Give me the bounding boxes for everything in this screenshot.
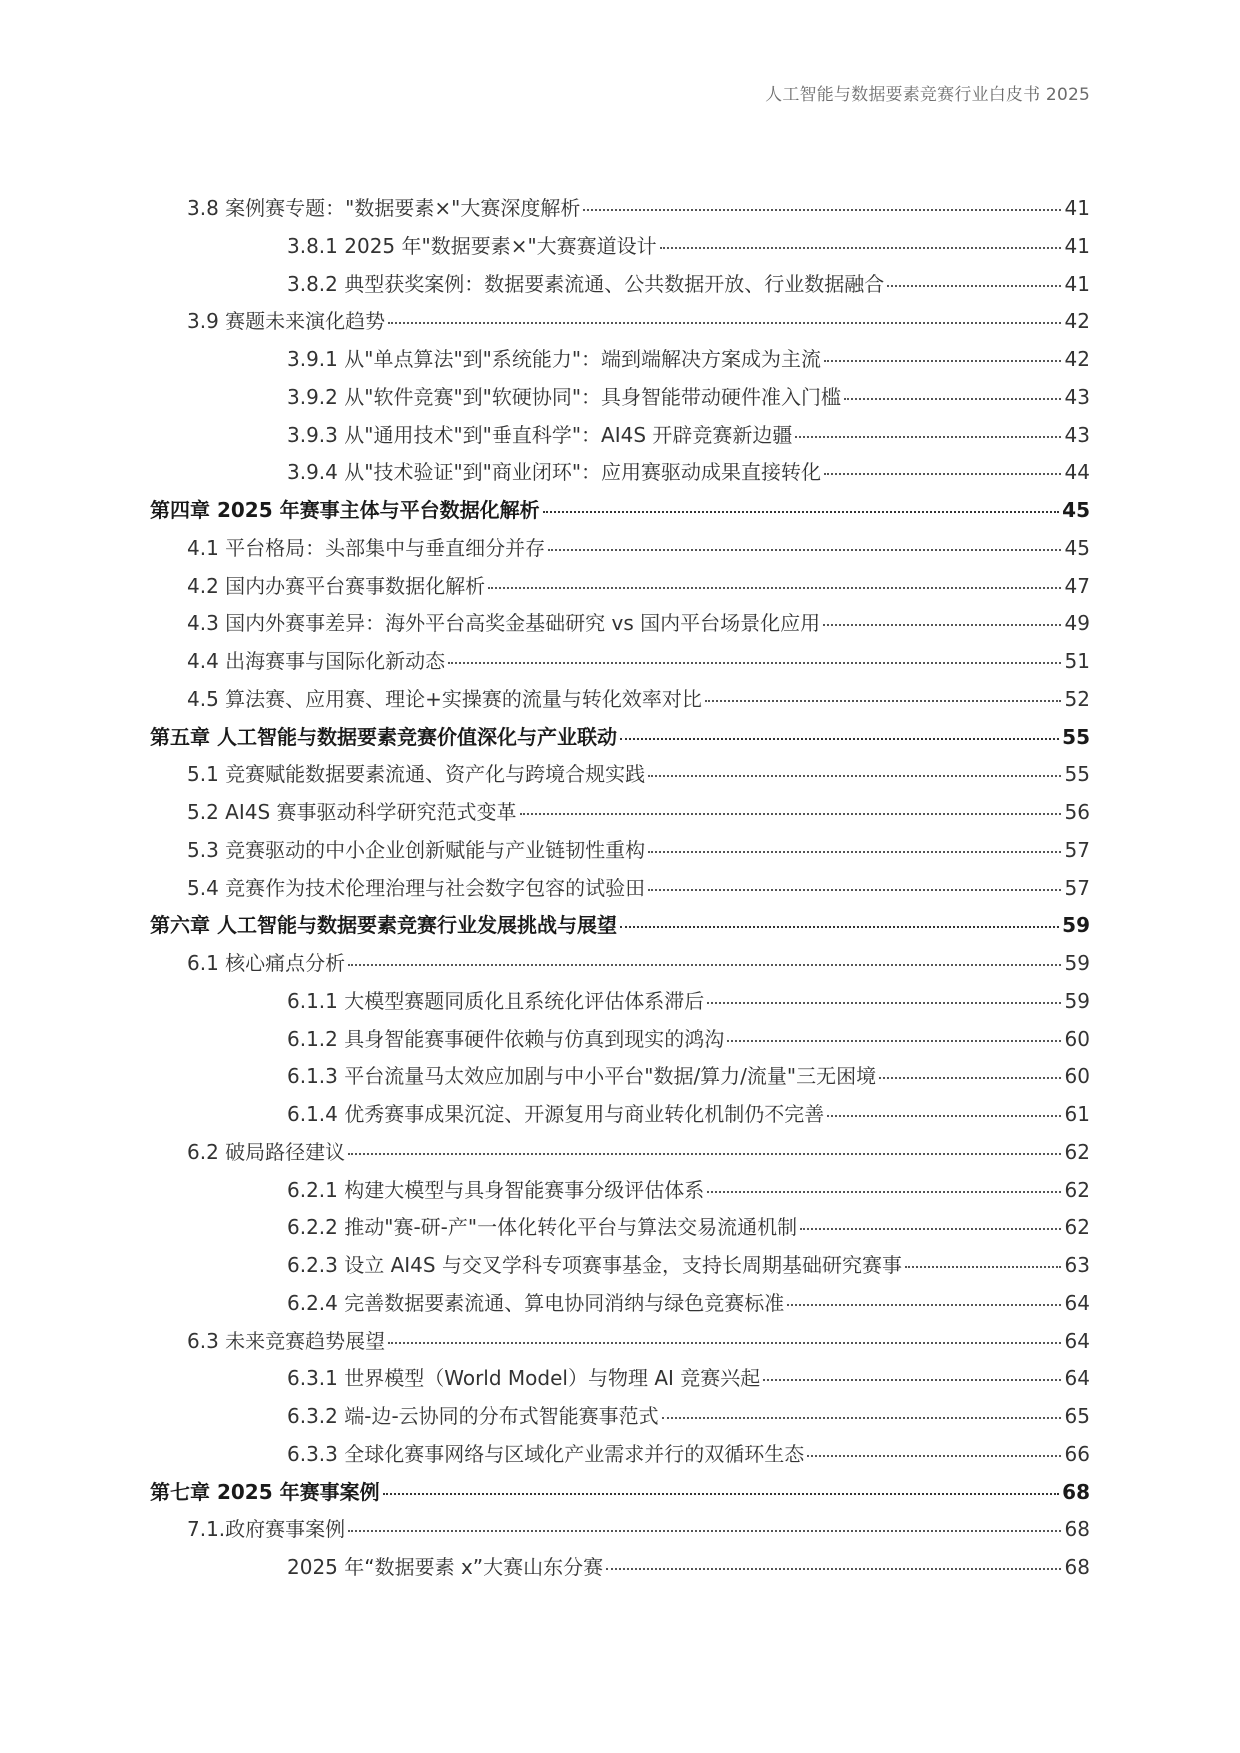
toc-entry-title: 3.9.1 从"单点算法"到"系统能力"：端到端解决方案成为主流 [287,347,822,371]
toc-dot-leader [348,964,1061,966]
toc-dot-leader [800,1228,1061,1230]
toc-entry-title: 6.1.1 大模型赛题同质化且系统化评估体系滞后 [287,988,705,1013]
toc-page-number: 61 [1064,1102,1090,1126]
toc-page-number: 66 [1064,1441,1090,1466]
toc-dot-leader [707,1002,1061,1004]
toc-page-number: 43 [1064,422,1090,447]
toc-section-entry[interactable] [150,796,1090,834]
toc-page-number: 64 [1064,1290,1090,1315]
toc-dot-leader [383,1493,1060,1495]
toc-section-entry[interactable] [150,532,1090,570]
toc-entry-title: 6.3.2 端-边-云协同的分布式智能赛事范式 [287,1404,659,1428]
toc-entry-title: 6.1.3 平台流量马太效应加剧与中小平台"数据/算力/流量"三无困境 [287,1064,877,1089]
toc-dot-leader [620,738,1059,740]
toc-subsection-entry[interactable] [150,343,1090,381]
toc-dot-leader [824,473,1061,475]
toc-page-number: 60 [1064,1026,1090,1051]
toc-entry-title: 5.2 AI4S 赛事驱动科学研究范式变革 [187,800,517,824]
toc-subsection-entry[interactable] [150,230,1090,268]
toc-entry-title: 第四章 2025 年赛事主体与平台数据化解析 [150,498,540,522]
toc-subsection-entry[interactable] [150,1211,1090,1249]
toc-page-number: 65 [1064,1404,1090,1428]
toc-entry-title: 6.3 未来竞赛趋势展望 [187,1328,386,1353]
toc-dot-leader [348,1530,1061,1532]
toc-section-entry[interactable] [150,607,1090,645]
toc-dot-leader [548,549,1061,551]
toc-dot-leader [823,624,1061,626]
toc-chapter-entry[interactable] [150,909,1090,947]
toc-entry-title: 5.1 竞赛赋能数据要素流通、资产化与跨境合规实践 [187,762,646,787]
toc-subsection-entry[interactable] [150,1287,1090,1325]
toc-dot-leader [807,1455,1061,1457]
toc-page-number: 49 [1064,611,1090,636]
toc-page-number: 59 [1064,951,1090,975]
toc-entry-title: 4.1 平台格局：头部集中与垂直细分并存 [187,535,546,560]
toc-subsection-entry[interactable] [150,1438,1090,1476]
toc-subsection-entry[interactable] [150,1551,1090,1589]
toc-entry-title: 3.9.3 从"通用技术"到"垂直科学"：AI4S 开辟竞赛新边疆 [287,422,793,447]
toc-entry-title: 6.2.4 完善数据要素流通、算电协同消纳与绿色竞赛标准 [287,1290,785,1315]
toc-entry-title: 3.9 赛题未来演化趋势 [187,309,386,334]
running-header: 人工智能与数据要素竞赛行业白皮书 2025 [765,85,1090,105]
toc-entry-title: 2025 年“数据要素 x”大赛山东分赛 [287,1555,604,1579]
toc-dot-leader [705,700,1061,702]
toc-subsection-entry[interactable] [150,268,1090,306]
table-of-contents [150,192,1090,1589]
toc-subsection-entry[interactable] [150,985,1090,1023]
toc-entry-title: 4.3 国内外赛事差异：海外平台高奖金基础研究 vs 国内平台场景化应用 [187,611,821,636]
toc-dot-leader [662,1417,1061,1419]
toc-page-number: 45 [1062,498,1090,522]
toc-page-number: 59 [1062,913,1090,938]
toc-page-number: 64 [1064,1328,1090,1353]
toc-page-number: 60 [1064,1064,1090,1089]
toc-entry-title: 3.9.2 从"软件竞赛"到"软硬协同"：具身智能带动硬件准入门槛 [287,384,842,409]
toc-section-entry[interactable] [150,1513,1090,1551]
toc-section-entry[interactable] [150,834,1090,872]
toc-page-number: 62 [1064,1215,1090,1240]
toc-page-number: 68 [1062,1479,1090,1504]
toc-dot-leader [620,926,1059,928]
toc-dot-leader [388,1342,1061,1344]
toc-chapter-entry[interactable] [150,721,1090,759]
toc-page-number: 63 [1064,1253,1090,1277]
toc-page-number: 68 [1064,1555,1090,1579]
toc-subsection-entry[interactable] [150,456,1090,494]
toc-entry-title: 4.5 算法赛、应用赛、理论+实操赛的流量与转化效率对比 [187,686,702,711]
toc-chapter-entry[interactable] [150,494,1090,532]
toc-dot-leader [887,285,1061,287]
toc-subsection-entry[interactable] [150,381,1090,419]
toc-entry-title: 6.1.2 具身智能赛事硬件依赖与仿真到现实的鸿沟 [287,1026,725,1051]
toc-page-number: 43 [1064,384,1090,409]
toc-dot-leader [795,436,1061,438]
toc-entry-title: 6.3.3 全球化赛事网络与区域化产业需求并行的双循环生态 [287,1441,805,1466]
toc-dot-leader [827,1115,1061,1117]
toc-subsection-entry[interactable] [150,1060,1090,1098]
toc-page-number: 41 [1064,271,1090,296]
toc-page-number: 55 [1064,762,1090,787]
toc-section-entry[interactable] [150,1136,1090,1174]
toc-dot-leader [844,398,1061,400]
toc-subsection-entry[interactable] [150,419,1090,457]
toc-dot-leader [348,1153,1061,1155]
toc-page-number: 52 [1064,686,1090,711]
toc-subsection-entry[interactable] [150,1400,1090,1438]
toc-subsection-entry[interactable] [150,1174,1090,1212]
toc-section-entry[interactable] [150,645,1090,683]
toc-entry-title: 6.2.2 推动"赛-研-产"一体化转化平台与算法交易流通机制 [287,1215,798,1240]
toc-dot-leader [606,1568,1061,1570]
toc-page-number: 57 [1064,837,1090,862]
toc-section-entry[interactable] [150,872,1090,910]
toc-dot-leader [648,851,1061,853]
toc-entry-title: 5.3 竞赛驱动的中小企业创新赋能与产业链韧性重构 [187,837,646,862]
toc-subsection-entry[interactable] [150,1023,1090,1061]
toc-dot-leader [488,587,1061,589]
toc-entry-title: 6.2.1 构建大模型与具身智能赛事分级评估体系 [287,1177,705,1202]
toc-dot-leader [763,1379,1061,1381]
toc-dot-leader [583,209,1061,211]
toc-subsection-entry[interactable] [150,1098,1090,1136]
toc-section-entry[interactable] [150,1325,1090,1363]
toc-entry-title: 第五章 人工智能与数据要素竞赛价值深化与产业联动 [150,724,617,749]
toc-page-number: 42 [1064,309,1090,334]
toc-page-number: 45 [1064,535,1090,560]
toc-entry-title: 5.4 竞赛作为技术伦理治理与社会数字包容的试验田 [187,875,646,900]
toc-entry-title: 3.9.4 从"技术验证"到"商业闭环"：应用赛驱动成果直接转化 [287,460,822,485]
toc-page-number: 59 [1064,988,1090,1013]
toc-entry-title: 第七章 2025 年赛事案例 [150,1479,380,1504]
toc-entry-title: 3.8.1 2025 年"数据要素×"大赛赛道设计 [287,233,657,258]
toc-subsection-entry[interactable] [150,1249,1090,1287]
toc-dot-leader [660,247,1061,249]
toc-subsection-entry[interactable] [150,1362,1090,1400]
toc-page-number: 44 [1064,460,1090,485]
toc-page-number: 42 [1064,347,1090,371]
toc-dot-leader [727,1040,1061,1042]
toc-section-entry[interactable] [150,570,1090,608]
toc-dot-leader [648,775,1061,777]
toc-entry-title: 3.8 案例赛专题："数据要素×"大赛深度解析 [187,196,581,220]
toc-chapter-entry[interactable] [150,1476,1090,1514]
toc-entry-title: 3.8.2 典型获奖案例：数据要素流通、公共数据开放、行业数据融合 [287,271,885,296]
toc-section-entry[interactable] [150,758,1090,796]
toc-page-number: 68 [1064,1517,1090,1542]
toc-entry-title: 4.2 国内办赛平台赛事数据化解析 [187,573,486,598]
toc-section-entry[interactable] [150,192,1090,230]
toc-dot-leader [824,360,1061,362]
toc-dot-leader [787,1304,1061,1306]
toc-section-entry[interactable] [150,947,1090,985]
toc-dot-leader [520,813,1061,815]
toc-entry-title: 7.1.政府赛事案例 [187,1517,346,1542]
toc-dot-leader [879,1077,1061,1079]
toc-page-number: 62 [1064,1177,1090,1202]
toc-entry-title: 4.4 出海赛事与国际化新动态 [187,649,446,673]
toc-dot-leader [707,1191,1061,1193]
toc-entry-title: 6.1 核心痛点分析 [187,951,346,975]
toc-entry-title: 第六章 人工智能与数据要素竞赛行业发展挑战与展望 [150,913,617,938]
toc-page-number: 64 [1064,1366,1090,1391]
toc-page-number: 57 [1064,875,1090,900]
toc-dot-leader [388,322,1061,324]
toc-page-number: 47 [1064,573,1090,598]
toc-page-number: 62 [1064,1139,1090,1164]
toc-entry-title: 6.1.4 优秀赛事成果沉淀、开源复用与商业转化机制仍不完善 [287,1102,825,1126]
toc-page-number: 51 [1064,649,1090,673]
toc-entry-title: 6.3.1 世界模型（World Model）与物理 AI 竞赛兴起 [287,1366,761,1391]
toc-dot-leader [543,511,1060,513]
toc-section-entry[interactable] [150,683,1090,721]
toc-dot-leader [905,1266,1061,1268]
toc-page-number: 41 [1064,233,1090,258]
toc-page-number: 41 [1064,196,1090,220]
toc-dot-leader [648,889,1061,891]
toc-dot-leader [448,662,1061,664]
toc-entry-title: 6.2 破局路径建议 [187,1139,346,1164]
toc-page-number: 55 [1062,724,1090,749]
toc-section-entry[interactable] [150,305,1090,343]
toc-page-number: 56 [1064,800,1090,824]
toc-entry-title: 6.2.3 设立 AI4S 与交叉学科专项赛事基金，支持长周期基础研究赛事 [287,1253,902,1277]
